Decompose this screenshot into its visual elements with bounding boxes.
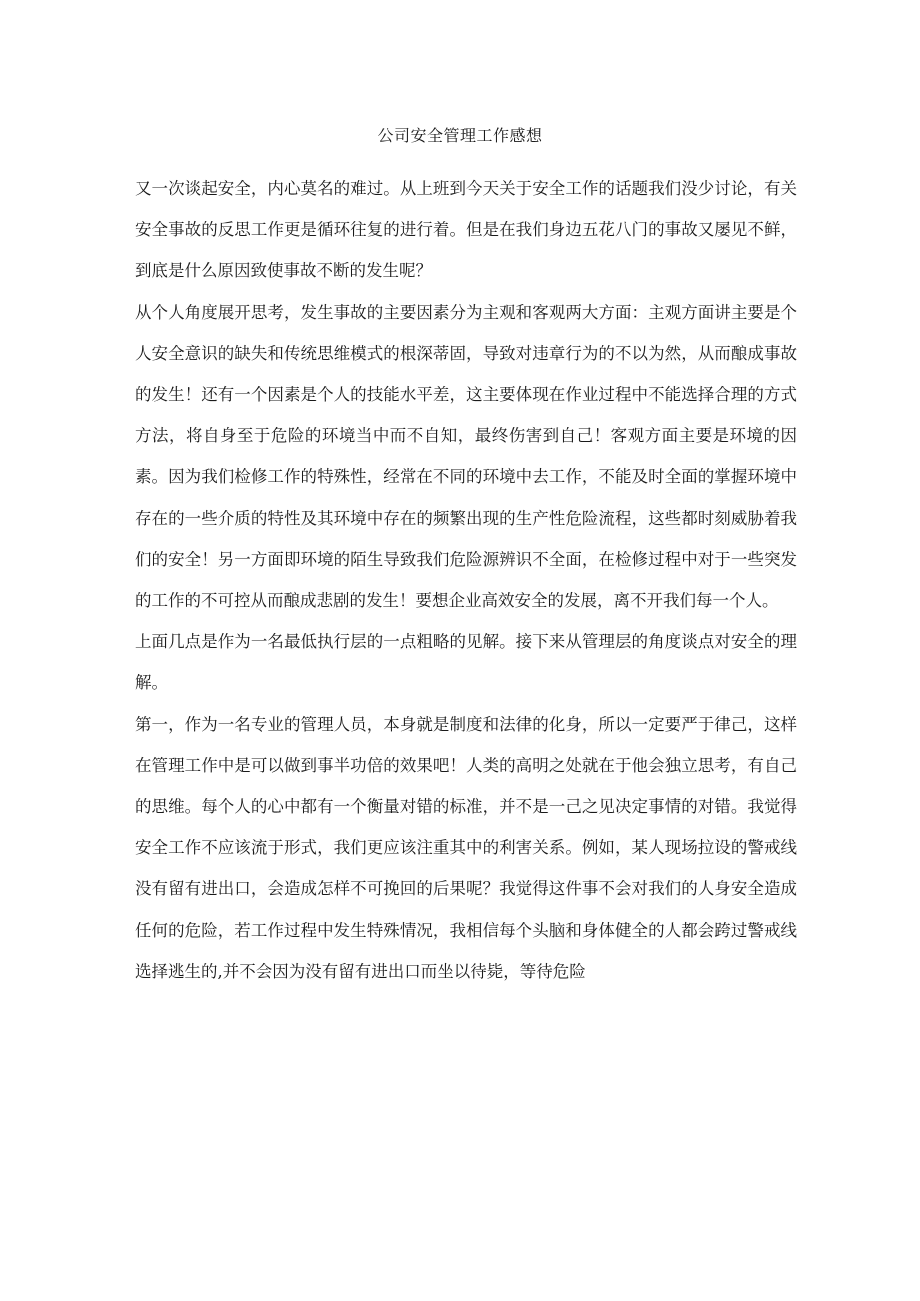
document-title: 公司安全管理工作感想 <box>377 126 543 145</box>
paragraph-2: 从个人角度展开思考，发生事故的主要因素分为主观和客观两大方面：主观方面讲主要是个人安全意识的缺失和传统思维模式的根深蒂固，导致对违章行为的不以为然，从而酿成事故的发生！还有一个因素是个人的技能水平差，这主要体现在作业过程中不能选择合理的方式方法，将自身至于危险的环境当中而不自知，最终伤害到自己！客观方面主要是环境的因素。因为我们检修工作的特殊性，经常在不同的环境中去工作，不能及时全面的掌握环境中存在的一些介质的特性及其环境中存在的频繁出现的生产性危险流程，这些都时刻威胁着我们的安全！另一方面即环境的陌生导致我们危险源辨识不全面，在检修过程中对于一些突发的工作的不可控从而酿成悲剧的发生！要想企业高效安全的发展，离不开我们每一个人。 <box>135 302 797 611</box>
paragraph-1: 又一次谈起安全，内心莫名的难过。从上班到今天关于安全工作的话题我们没少讨论，有关安全事故的反思工作更是循环往复的进行着。但是在我们身边五花八门的事故又屡见不鲜，到底是什么原因致使事故不断的发生呢？ <box>135 179 797 281</box>
paragraph-4: 第一，作为一名专业的管理人员，本身就是制度和法律的化身，所以一定要严于律己，这样在管理工作中是可以做到事半功倍的效果吧！人类的高明之处就在于他会独立思考，有自己的思维。每个人的心中都有一个衡量对错的标准，并不是一己之见决定事情的对错。我觉得安全工作不应该流于形式，我们更应该注重其中的利害关系。例如，某人现场拉设的警戒线没有留有进出口，会造成怎样不可挽回的后果呢？我觉得这件事不会对我们的人身安全造成任何的危险，若工作过程中发生特殊情况，我相信每个头脑和身体健全的人都会跨过警戒线选择逃生的,并不会因为没有留有进出口而坐以待毙，等待危险 <box>135 714 797 981</box>
paragraph-3: 上面几点是作为一名最低执行层的一点粗略的见解。接下来从管理层的角度谈点对安全的理解。 <box>135 632 797 693</box>
document-body <box>135 168 797 992</box>
